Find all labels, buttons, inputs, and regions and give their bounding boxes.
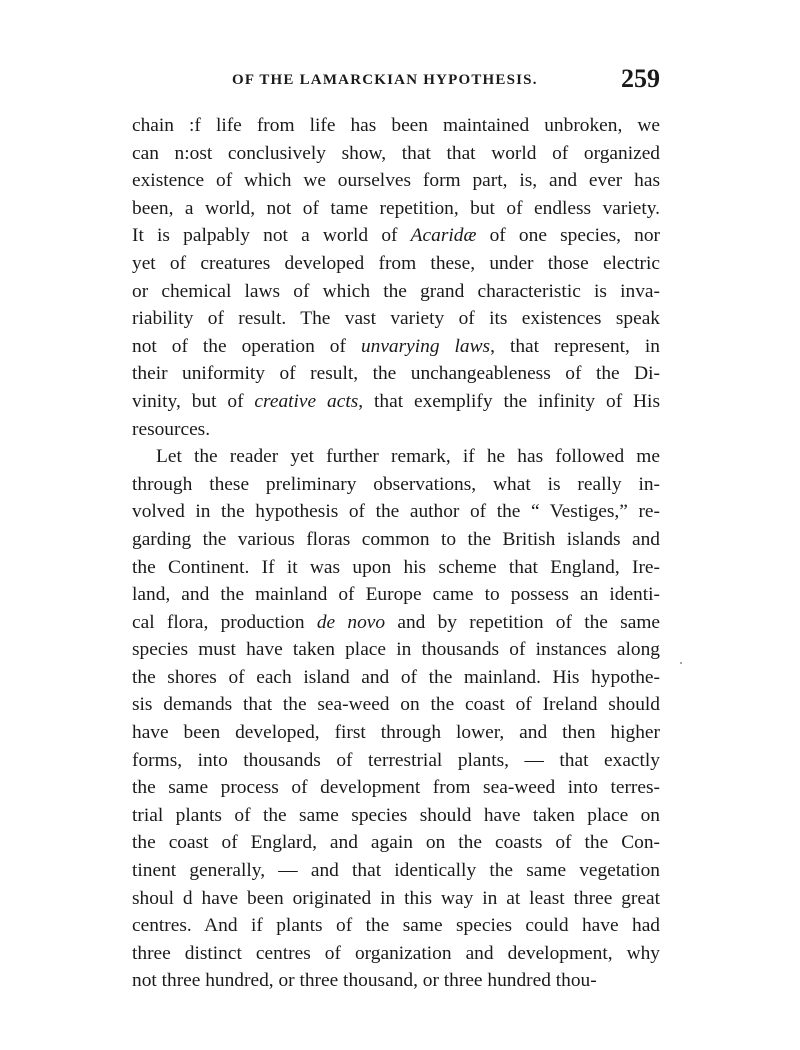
text-line	[132, 885, 660, 913]
text-line	[132, 471, 660, 499]
italic-term: Acaridæ	[410, 225, 477, 247]
text-line	[132, 112, 660, 140]
text-line	[132, 222, 660, 250]
text-run: trial plants of the same species should have taken place on	[132, 804, 660, 826]
text-run: tinent generally, — and that identically the same vegetation	[132, 860, 660, 882]
text-line	[132, 526, 660, 554]
text-line	[132, 250, 660, 278]
text-run: their uniformity of result, the unchangeableness of the Di-	[132, 363, 660, 385]
print-speck	[680, 662, 682, 664]
text-run: not three hundred, or three thousand, or three hundred thou-	[132, 970, 597, 992]
text-line	[132, 554, 660, 582]
text-run: the shores of each island and of the mainland. His hypothe-	[132, 666, 660, 688]
text-run: sis demands that the sea-weed on the coast of Ireland should	[132, 694, 660, 716]
italic-term: creative acts	[254, 390, 359, 412]
text-line	[132, 416, 660, 444]
text-run: been, a world, not of tame repetition, but of endless variety.	[132, 197, 660, 219]
text-line	[132, 609, 660, 637]
text-run: have been developed, first through lower, and then higher	[132, 722, 660, 744]
paragraph-2	[132, 443, 660, 995]
text-run: the Continent. If it was upon his scheme that England, Ire-	[132, 556, 660, 578]
running-head-title: OF THE LAMARCKIAN HYPOTHESIS.	[232, 72, 538, 88]
text-run: the same process of development from sea-weed into terres-	[132, 777, 660, 799]
text-run: centres. And if plants of the same species could have had	[132, 915, 660, 937]
text-line	[132, 857, 660, 885]
text-line	[132, 912, 660, 940]
text-run: yet of creatures developed from these, under those electric	[132, 252, 660, 274]
text-line	[132, 443, 660, 471]
text-run: of one species, nor	[476, 225, 660, 247]
text-run: cal flora, production	[132, 611, 317, 633]
text-line	[132, 829, 660, 857]
text-run: It is palpably not a world of	[132, 225, 411, 247]
text-line	[132, 333, 660, 361]
text-line	[132, 691, 660, 719]
text-line	[132, 581, 660, 609]
paragraph-1	[132, 112, 660, 443]
running-head	[132, 64, 660, 104]
text-line	[132, 636, 660, 664]
text-run: , that represent, in	[490, 335, 660, 357]
text-line	[132, 747, 660, 775]
text-run: Let the reader yet further remark, if he has followed me	[156, 446, 660, 468]
text-line	[132, 195, 660, 223]
page-number: 259	[621, 64, 660, 93]
text-line	[132, 802, 660, 830]
text-line	[132, 774, 660, 802]
text-line	[132, 498, 660, 526]
text-run: the coast of Englard, and again on the coasts of the Con-	[132, 832, 660, 854]
text-run: or chemical laws of which the grand characteristic is inva-	[132, 280, 660, 302]
italic-term: de novo	[316, 611, 386, 633]
text-run: shoul d have been originated in this way in at least three great	[132, 887, 660, 909]
text-run: garding the various floras common to the British islands and	[132, 528, 660, 550]
text-line	[132, 388, 660, 416]
text-line	[132, 940, 660, 968]
text-run: forms, into thousands of terrestrial plants, — that exactly	[132, 749, 660, 771]
text-run: not of the operation of	[132, 335, 361, 357]
text-run: land, and the mainland of Europe came to possess an identi-	[132, 584, 660, 606]
text-run: and by repetition of the same	[385, 611, 661, 633]
text-run: resources.	[132, 418, 211, 440]
text-line	[132, 967, 660, 995]
text-run: can n:ost conclusively show, that that world of organized	[132, 142, 660, 164]
text-line	[132, 305, 660, 333]
text-run: , that exemplify the infinity of His	[358, 390, 660, 412]
text-line	[132, 167, 660, 195]
text-run: riability of result. The vast variety of its existences speak	[132, 308, 660, 330]
italic-term: unvarying laws	[360, 335, 491, 357]
text-run: vinity, but of	[132, 390, 255, 412]
text-run: three distinct centres of organization and development, why	[132, 942, 660, 964]
text-line	[132, 360, 660, 388]
text-run: species must have taken place in thousands of instances along	[132, 639, 660, 661]
text-run: chain :f life from life has been maintained unbroken, we	[132, 115, 660, 136]
text-run: existence of which we ourselves form part, is, and ever has	[132, 170, 660, 192]
text-line	[132, 719, 660, 747]
book-page	[132, 64, 660, 995]
text-line	[132, 664, 660, 692]
text-line	[132, 278, 660, 306]
text-line	[132, 140, 660, 168]
body-text	[132, 112, 660, 995]
text-run: through these preliminary observations, what is really in-	[132, 473, 660, 495]
text-run: volved in the hypothesis of the author of the “ Vestiges,” re-	[132, 501, 660, 523]
